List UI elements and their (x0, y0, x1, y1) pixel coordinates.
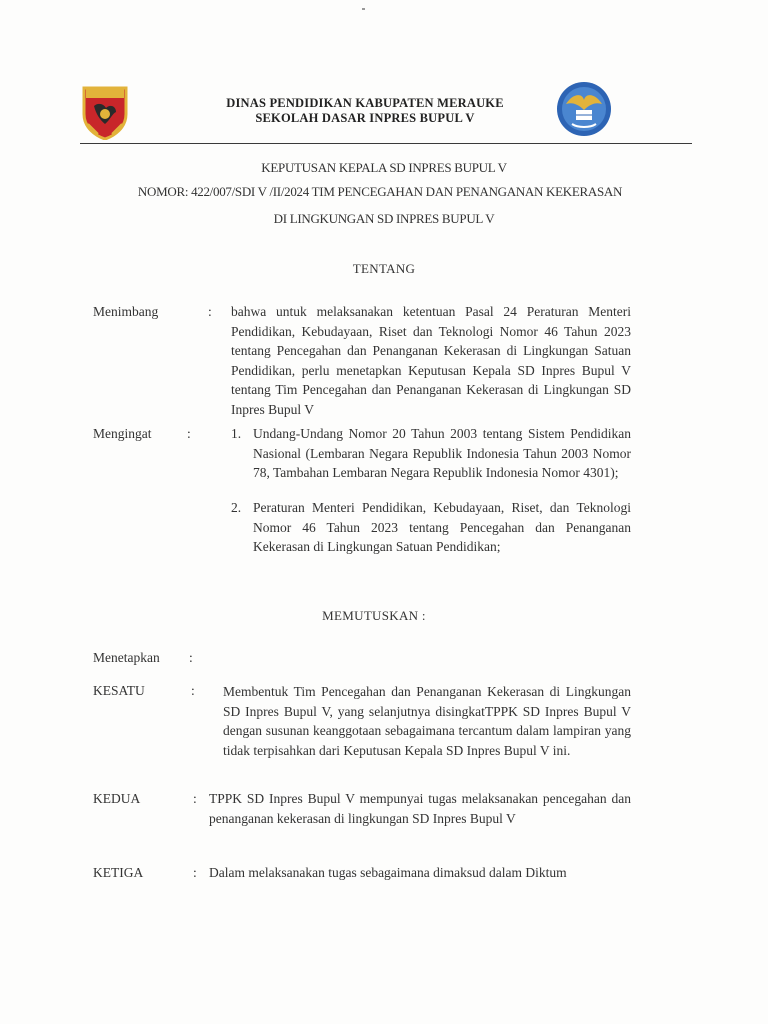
mengingat-colon: : (187, 426, 191, 441)
menimbang-text: bahwa untuk melaksanakan ketentuan Pasal 24 Peraturan Menteri Pendidikan, Kebudayaan, Riset dan Teknologi Nomor 46 Tahun 2023 tentang Pencegahan dan Penanganan Kekerasan di Lingkungan Satuan Pendidikan, perlu menetapkan Keputusan Kepala SD Inpres Bupul V tentang Tim Pencegahan dan Penanganan Kekerasan di Lingkungan SD Inpres Bupul V (231, 304, 631, 417)
ketiga-text: Dalam melaksanakan tugas sebagaimana dimaksud dalam Diktum (209, 865, 567, 880)
kedua-label: KEDUA (93, 791, 141, 806)
kesatu-colon: : (191, 683, 195, 698)
header-institution (160, 96, 570, 126)
regency-crest-icon (80, 84, 130, 140)
decree-subject: DI LINGKUNGAN SD INPRES BUPUL V (273, 211, 495, 226)
scan-speck (362, 8, 365, 10)
mengingat-item-number: 2. (231, 500, 242, 515)
mengingat-item: Peraturan Menteri Pendidikan, Kebudayaan, Riset, dan Teknologi Nomor 46 Tahun 2023 tentang Pencegahan dan Penanganan Kekerasan di Lingkungan Satuan Pendidikan; (253, 500, 631, 554)
kedua-colon: : (193, 791, 197, 806)
kedua-text: TPPK SD Inpres Bupul V mempunyai tugas melaksanakan pencegahan dan penanganan kekerasan di lingkungan SD Inpres Bupul V (209, 791, 631, 826)
kesatu-text: Membentuk Tim Pencegahan dan Penanganan Kekerasan di Lingkungan SD Inpres Bupul V, yang selanjutnya disingkatTPPK SD Inpres Bupul V dengan susunan keanggotaan sebagaimana tercantum dalam lampiran yang tidak terpisahkan dari Keputusan Kepala SD Inpres Bupul V ini. (223, 684, 631, 758)
mengingat-label: Mengingat (93, 426, 152, 441)
menetapkan-colon: : (189, 650, 193, 665)
memutuskan-heading: MEMUTUSKAN : (322, 608, 426, 623)
decree-title: KEPUTUSAN KEPALA SD INPRES BUPUL V (261, 160, 507, 175)
ketiga-colon: : (193, 865, 197, 880)
mengingat-item: Undang-Undang Nomor 20 Tahun 2003 tentang Sistem Pendidikan Nasional (Lembaran Negara Republik Indonesia Tahun 2003 Nomor 78, Tambahan Lembaran Negara Republik Indonesia Nomor 4301); (253, 426, 631, 480)
decree-number: NOMOR: 422/007/SDI V /II/2024 TIM PENCEGAHAN DAN PENANGANAN KEKERASAN (137, 184, 623, 199)
menetapkan-label: Menetapkan (93, 650, 160, 665)
tut-wuri-handayani-icon (554, 80, 614, 138)
header-line-1: DINAS PENDIDIKAN KABUPATEN MERAUKE (226, 96, 504, 110)
menimbang-colon: : (208, 304, 212, 319)
menimbang-label: Menimbang (93, 304, 159, 319)
header-divider (80, 143, 692, 144)
kesatu-label: KESATU (93, 683, 145, 698)
mengingat-item-number: 1. (231, 426, 242, 441)
ketiga-label: KETIGA (93, 865, 144, 880)
header-line-2: SEKOLAH DASAR INPRES BUPUL V (255, 111, 475, 125)
tentang-heading: TENTANG (352, 261, 416, 276)
